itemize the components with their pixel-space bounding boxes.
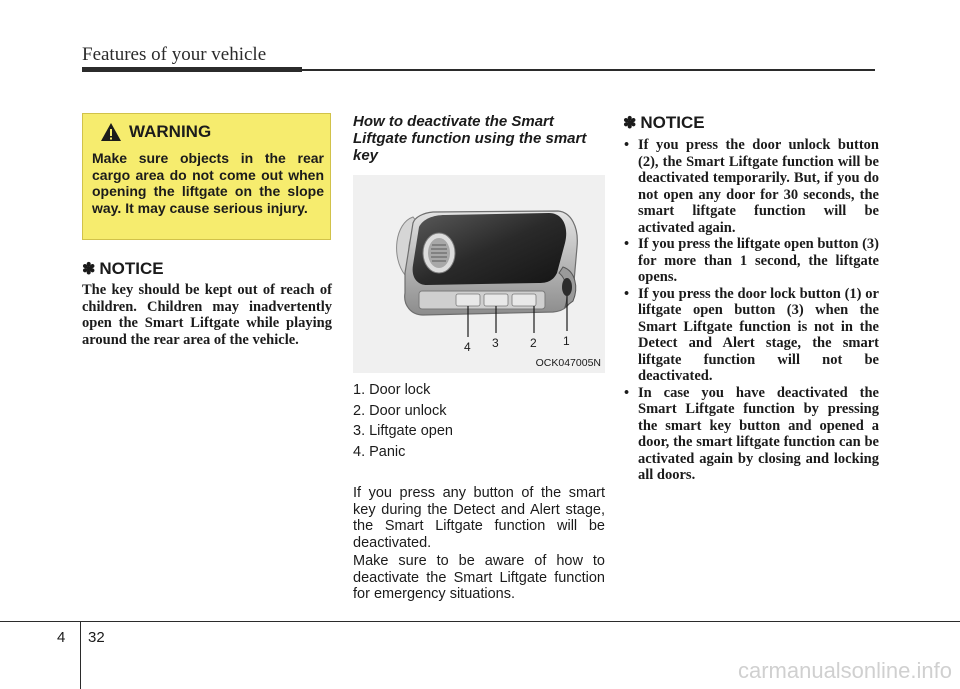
list-item: 4. Panic bbox=[353, 443, 406, 460]
notice-list bbox=[623, 137, 879, 484]
list-item: 3. Liftgate open bbox=[353, 423, 453, 439]
notice-heading-text: NOTICE bbox=[99, 259, 164, 278]
footer-rule-vertical bbox=[80, 621, 81, 689]
list-item: 2. Door unlock bbox=[353, 402, 447, 419]
list-item: • If you press the door lock button (1) or liftgate open button (3) when the Smart Liftgate function is not in the Detect and Alert stage, the smart liftgate function will not be deactivated. bbox=[623, 286, 879, 385]
smart-key-figure bbox=[353, 175, 605, 373]
page-number: 32 bbox=[88, 629, 105, 646]
header-rule-thin bbox=[302, 69, 875, 71]
header-rule bbox=[82, 67, 302, 72]
notice-heading bbox=[82, 259, 164, 279]
callout-4: 4 bbox=[464, 340, 471, 354]
callout-3: 3 bbox=[492, 336, 499, 350]
body-paragraph: Make sure to be aware of how to deactivate the Smart Liftgate function for emergency situations. bbox=[353, 553, 605, 602]
notice-mark-icon: ✽ bbox=[82, 261, 96, 278]
list-item: • If you press the liftgate open button (3) for more than 1 second, the liftgate opens. bbox=[623, 236, 879, 286]
list-item: 1. Door lock bbox=[353, 382, 431, 398]
warning-body: Make sure objects in the rear cargo area do not come out when opening the liftgate on the slope way. It may cause serious injury. bbox=[92, 150, 324, 216]
warning-title-text: WARNING bbox=[129, 122, 212, 141]
notice-heading bbox=[623, 113, 705, 133]
warning-title bbox=[100, 122, 211, 142]
list-item: • In case you have deactivated the Smart Liftgate function by pressing the smart key button and opened a door, the smart liftgate function can be activated again by closing and locking all doors. bbox=[623, 385, 879, 484]
callout-1: 1 bbox=[563, 334, 570, 348]
page-header-title: Features of your vehicle bbox=[82, 44, 267, 65]
body-paragraph: If you press any button of the smart key during the Detect and Alert stage, the Smart Liftgate function will be deactivated. bbox=[353, 485, 605, 551]
warning-triangle-icon bbox=[100, 122, 122, 142]
key-button-list bbox=[353, 380, 605, 462]
notice-mark-icon: ✽ bbox=[623, 115, 637, 132]
warning-box bbox=[82, 113, 331, 240]
callout-2: 2 bbox=[530, 336, 537, 350]
section-subheading: How to deactivate the Smart Liftgate function using the smart key bbox=[353, 113, 587, 164]
notice-heading-text: NOTICE bbox=[640, 113, 705, 132]
watermark: carmanualsonline.info bbox=[737, 658, 952, 683]
footer-rule bbox=[0, 621, 960, 622]
smart-key-illustration bbox=[353, 175, 605, 373]
figure-code: OCK047005N bbox=[535, 357, 601, 369]
notice-body: The key should be kept out of reach of children. Children may inadvertently open the Smart Liftgate while playing around the rear area of the vehicle. bbox=[82, 282, 332, 348]
list-item: • If you press the door unlock button (2), the Smart Liftgate function will be deactivated temporarily. But, if you do not open any door for 30 seconds, the smart liftgate function will be activated again. bbox=[623, 137, 879, 236]
chapter-number: 4 bbox=[57, 629, 66, 646]
